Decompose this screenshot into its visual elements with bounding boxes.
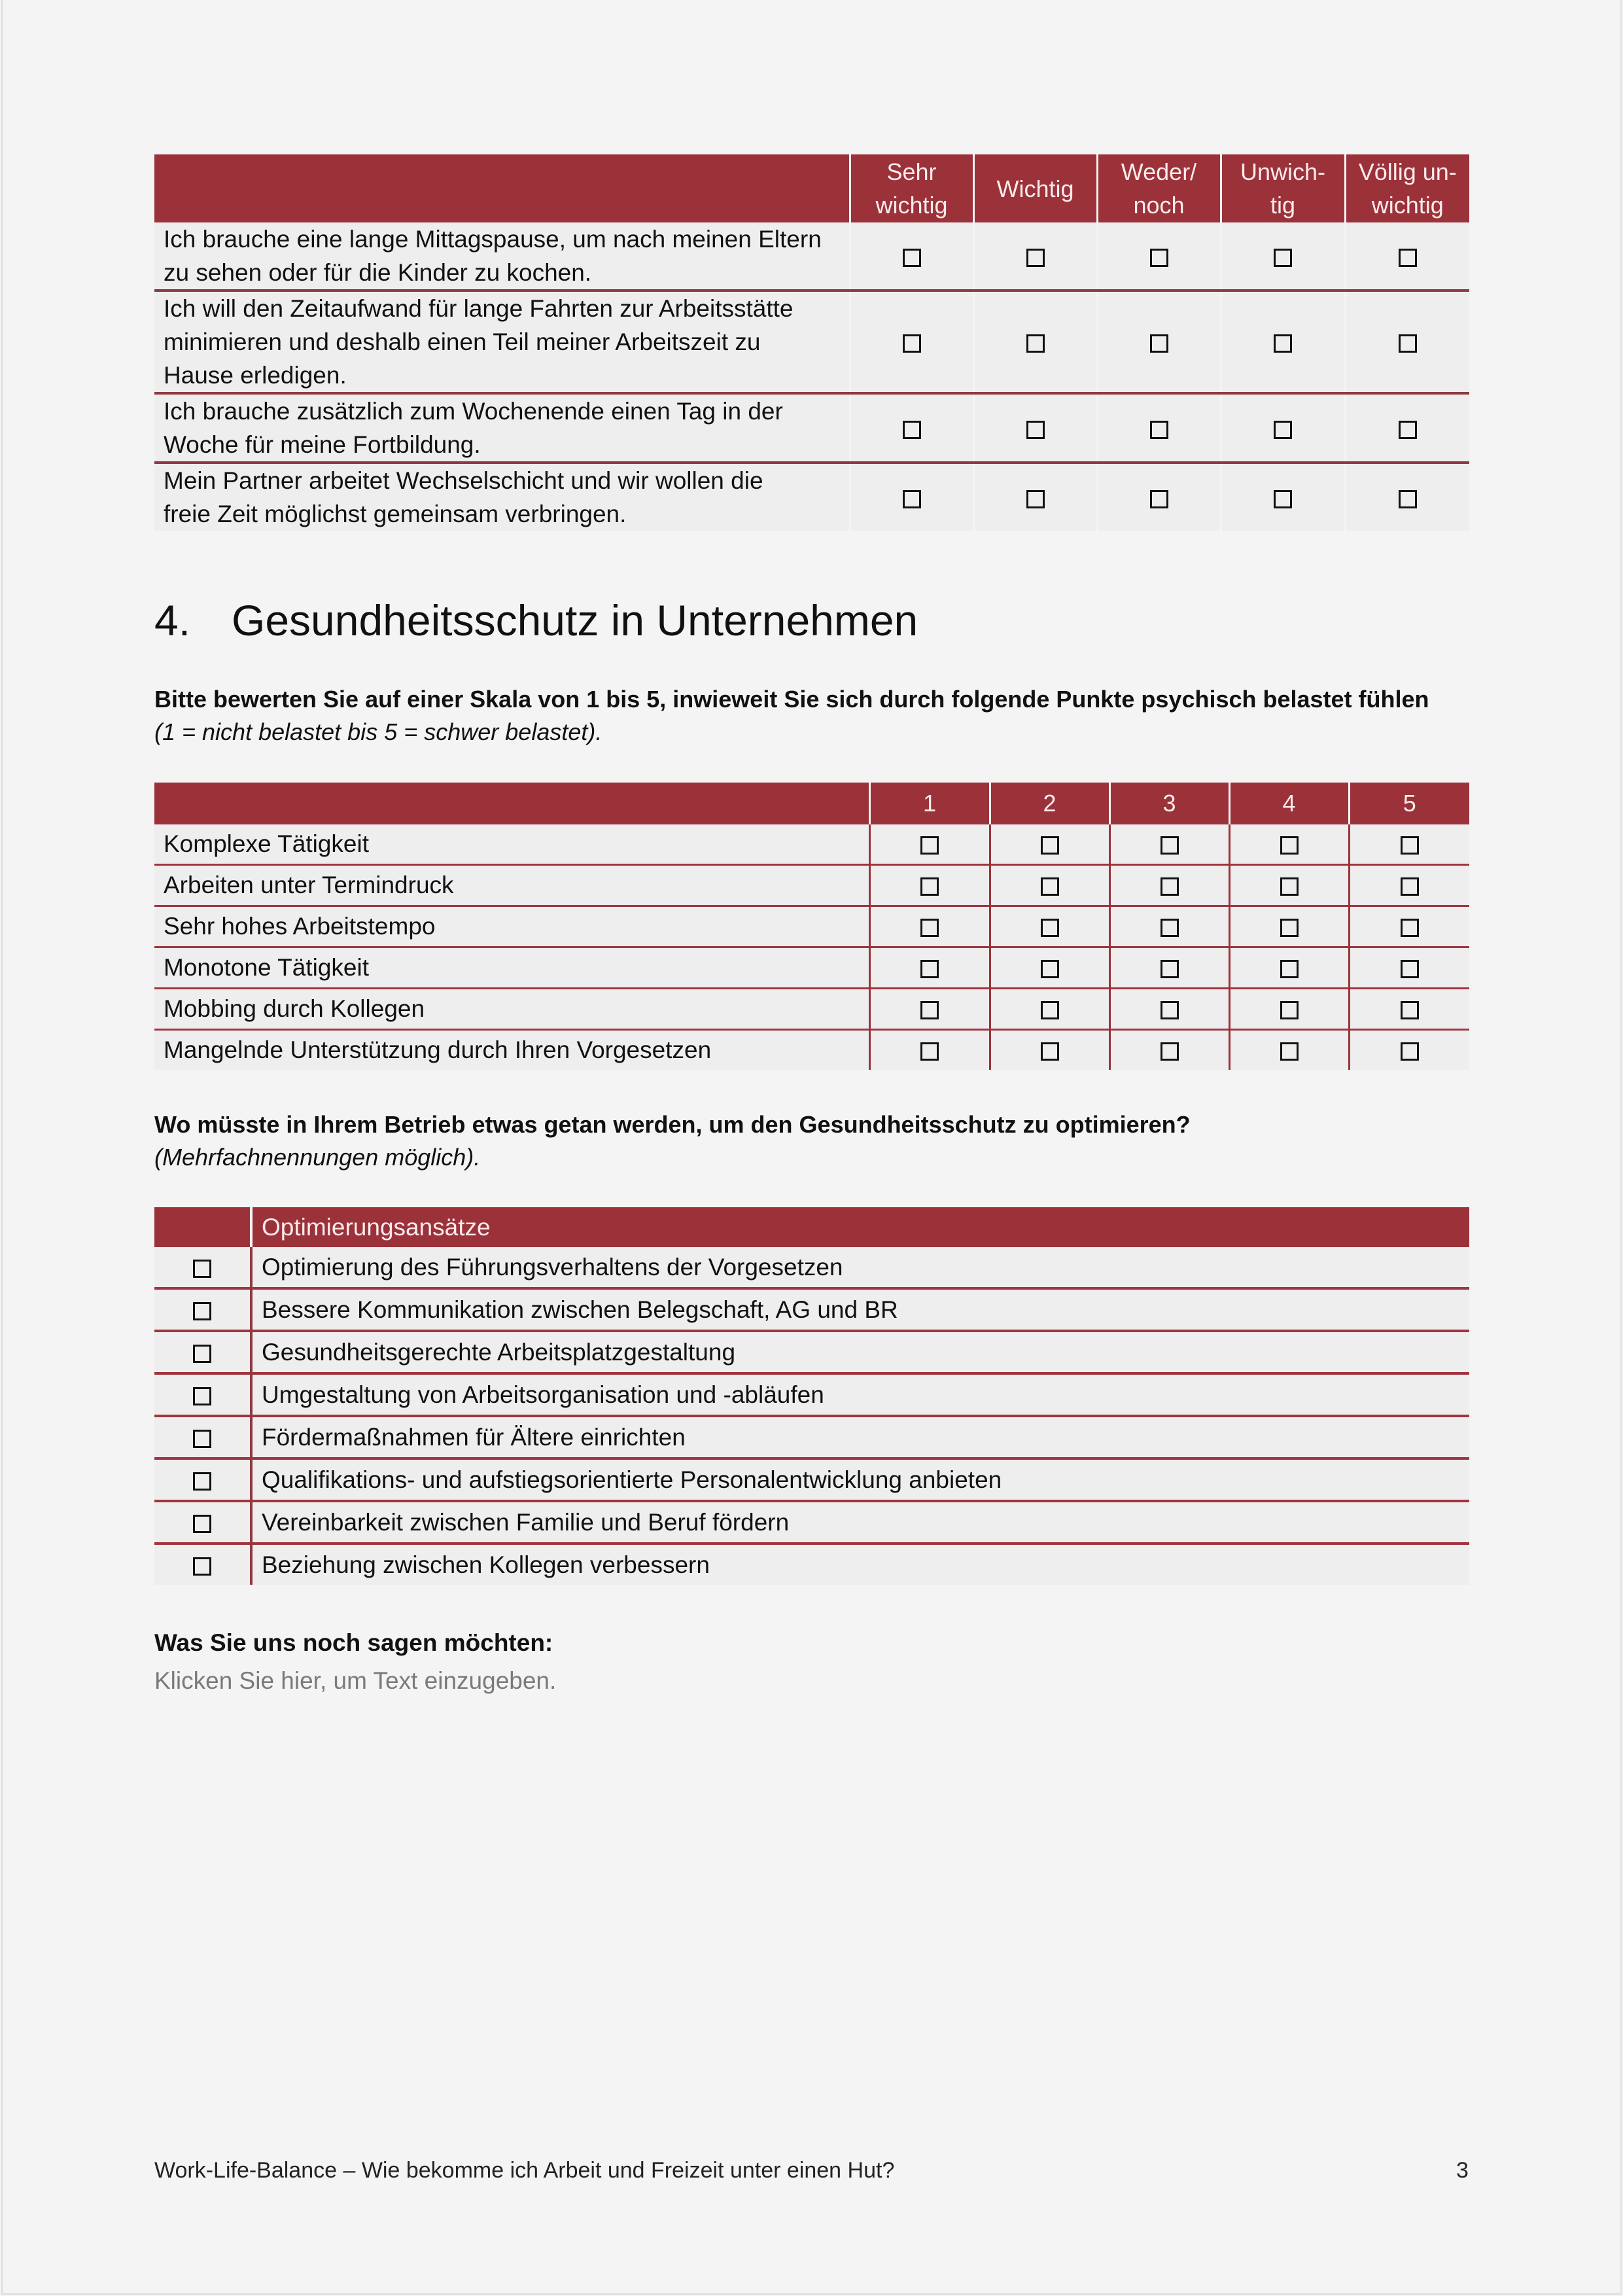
col-header-line: Völlig un- (1358, 158, 1457, 185)
cell (869, 989, 990, 1030)
col-header-3: 3 (1109, 783, 1229, 824)
table-row (154, 1501, 1469, 1544)
table-row (154, 393, 1469, 463)
item-label: Mangelnde Unterstützung durch Ihren Vorgesetzen (154, 1030, 869, 1070)
item-label: Monotone Tätigkeit (154, 947, 869, 989)
page-number: 3 (1456, 2158, 1469, 2183)
item-label: Sehr hohes Arbeitstempo (154, 906, 869, 947)
checkbox[interactable] (193, 1387, 211, 1405)
cell (1109, 824, 1229, 865)
checkbox[interactable] (1401, 1042, 1419, 1061)
stress-table-header (154, 783, 1469, 824)
item-label: Mobbing durch Kollegen (154, 989, 869, 1030)
checkbox[interactable] (1401, 1001, 1419, 1019)
cell (869, 947, 990, 989)
cell (1349, 989, 1469, 1030)
cell (990, 824, 1109, 865)
table-row (154, 1458, 1469, 1501)
cell (1345, 393, 1469, 463)
cell (1221, 291, 1345, 393)
cell (1349, 947, 1469, 989)
col-header-line: tig (1270, 192, 1296, 219)
cell (869, 906, 990, 947)
cell (154, 1288, 251, 1331)
checkbox[interactable] (1150, 490, 1168, 508)
question-line: Ich brauche zusätzlich zum Wochenende einen Tag in der (164, 398, 783, 425)
col-header-line: Weder/ (1121, 158, 1197, 185)
checkbox[interactable] (1274, 421, 1292, 439)
col-header-unwichtig (1221, 154, 1345, 222)
checkbox[interactable] (1280, 877, 1299, 896)
checkbox[interactable] (920, 877, 939, 896)
header-empty (154, 783, 869, 824)
cell (869, 1030, 990, 1070)
checkbox[interactable] (1399, 334, 1417, 353)
header-empty (154, 1207, 251, 1247)
cell (973, 291, 1097, 393)
cell (1097, 463, 1221, 531)
table-row (154, 947, 1469, 989)
cell (1109, 865, 1229, 906)
checkbox[interactable] (1280, 919, 1299, 937)
item-label: Arbeiten unter Termindruck (154, 865, 869, 906)
checkbox[interactable] (1041, 960, 1059, 978)
cell (850, 291, 973, 393)
stress-rating-table (154, 783, 1469, 1070)
question-text (154, 393, 850, 463)
checkbox[interactable] (193, 1515, 211, 1533)
cell (1349, 906, 1469, 947)
cell (869, 865, 990, 906)
cell (990, 1030, 1109, 1070)
cell (1229, 824, 1349, 865)
cell (1221, 393, 1345, 463)
cell (1229, 947, 1349, 989)
checkbox[interactable] (1041, 836, 1059, 855)
cell (1221, 463, 1345, 531)
checkbox[interactable] (193, 1472, 211, 1491)
table-row (154, 989, 1469, 1030)
item-label: Komplexe Tätigkeit (154, 824, 869, 865)
optimization-table (154, 1207, 1469, 1585)
checkbox[interactable] (1274, 334, 1292, 353)
checkbox[interactable] (1041, 919, 1059, 937)
col-header-voellig-unwichtig (1345, 154, 1469, 222)
option-label: Beziehung zwischen Kollegen verbessern (251, 1544, 1469, 1585)
comments-text-field[interactable]: Klicken Sie hier, um Text einzugeben. (154, 1667, 557, 1694)
checkbox[interactable] (1026, 334, 1045, 353)
question-line: Woche für meine Fortbildung. (164, 431, 481, 458)
question-line: minimieren und deshalb einen Teil meiner Arbeitszeit zu (164, 328, 761, 355)
checkbox[interactable] (193, 1430, 211, 1448)
option-label: Optimierung des Führungsverhaltens der Vorgesetzen (251, 1247, 1469, 1288)
cell (1109, 906, 1229, 947)
question-line: Mein Partner arbeitet Wechselschicht und wir wollen die (164, 467, 763, 494)
cell (1229, 989, 1349, 1030)
optimize-hint: (Mehrfachnennungen möglich). (154, 1144, 481, 1171)
table-row (154, 222, 1469, 291)
col-header-5: 5 (1349, 783, 1469, 824)
checkbox[interactable] (193, 1557, 211, 1576)
checkbox[interactable] (1280, 960, 1299, 978)
col-header-sehr-wichtig (850, 154, 973, 222)
cell (1345, 291, 1469, 393)
cell (154, 1331, 251, 1373)
checkbox[interactable] (920, 960, 939, 978)
table-row (154, 463, 1469, 531)
cell (154, 1247, 251, 1288)
cell (1229, 1030, 1349, 1070)
importance-table-header (154, 154, 1469, 222)
cell (1349, 824, 1469, 865)
cell (1349, 865, 1469, 906)
option-label: Qualifikations- und aufstiegsorientierte Personalentwicklung anbieten (251, 1458, 1469, 1501)
question-line: Ich brauche eine lange Mittagspause, um nach meinen Eltern (164, 226, 822, 253)
rating-question: Bitte bewerten Sie auf einer Skala von 1 bis 5, inwieweit Sie sich durch folgende Punkte psychisch belastet fühlen (154, 686, 1429, 713)
option-label: Gesundheitsgerechte Arbeitsplatzgestaltung (251, 1331, 1469, 1373)
checkbox[interactable] (1161, 836, 1179, 855)
cell (154, 1458, 251, 1501)
question-text (154, 463, 850, 531)
checkbox[interactable] (1161, 877, 1179, 896)
checkbox[interactable] (1161, 1001, 1179, 1019)
col-header-line: wichtig (1371, 192, 1444, 219)
rating-hint: (1 = nicht belastet bis 5 = schwer belastet). (154, 718, 602, 745)
checkbox[interactable] (1399, 421, 1417, 439)
question-text (154, 222, 850, 291)
cell (1109, 947, 1229, 989)
table-row (154, 1331, 1469, 1373)
col-header-line: Unwich- (1240, 158, 1326, 185)
cell (154, 1373, 251, 1416)
question-text (154, 291, 850, 393)
question-line: freie Zeit möglichst gemeinsam verbringen. (164, 501, 627, 527)
cell (1345, 222, 1469, 291)
checkbox[interactable] (920, 1001, 939, 1019)
footer-title: Work-Life-Balance – Wie bekomme ich Arbeit und Freizeit unter einen Hut? (154, 2158, 895, 2183)
cell (1349, 1030, 1469, 1070)
checkbox[interactable] (1161, 1042, 1179, 1061)
cell (154, 1416, 251, 1458)
checkbox[interactable] (1280, 1001, 1299, 1019)
table-row (154, 1288, 1469, 1331)
cell (990, 865, 1109, 906)
section-number: 4. (154, 596, 191, 645)
checkbox[interactable] (903, 421, 921, 439)
checkbox[interactable] (903, 490, 921, 508)
checkbox[interactable] (1280, 1042, 1299, 1061)
header-empty (154, 154, 850, 222)
option-label: Bessere Kommunikation zwischen Belegschaft, AG und BR (251, 1288, 1469, 1331)
checkbox[interactable] (193, 1302, 211, 1320)
optimize-question: Wo müsste in Ihrem Betrieb etwas getan werden, um den Gesundheitsschutz zu optimieren? (154, 1111, 1191, 1138)
checkbox[interactable] (920, 919, 939, 937)
col-header-line: wichtig (875, 192, 948, 219)
col-header-1: 1 (869, 783, 990, 824)
checkbox[interactable] (1401, 919, 1419, 937)
section-title: Gesundheitsschutz in Unternehmen (232, 596, 918, 645)
table-row (154, 1247, 1469, 1288)
checkbox[interactable] (1041, 1042, 1059, 1061)
checkbox[interactable] (193, 1260, 211, 1278)
checkbox[interactable] (1026, 490, 1045, 508)
cell (1109, 1030, 1229, 1070)
question-line: Ich will den Zeitaufwand für lange Fahrten zur Arbeitsstätte (164, 295, 794, 322)
cell (1229, 906, 1349, 947)
checkbox[interactable] (1026, 421, 1045, 439)
cell (990, 947, 1109, 989)
col-header-wichtig (973, 154, 1097, 222)
checkbox[interactable] (1161, 960, 1179, 978)
checkbox[interactable] (1399, 249, 1417, 267)
table-row (154, 1544, 1469, 1585)
cell (1221, 222, 1345, 291)
checkbox[interactable] (903, 334, 921, 353)
importance-table (154, 154, 1469, 531)
section-heading (154, 595, 918, 645)
col-header-line: Sehr (886, 158, 937, 185)
option-label: Fördermaßnahmen für Ältere einrichten (251, 1416, 1469, 1458)
cell (154, 1501, 251, 1544)
cell (1097, 222, 1221, 291)
checkbox[interactable] (1280, 836, 1299, 855)
cell (990, 906, 1109, 947)
col-header-line: Wichtig (996, 175, 1074, 202)
checkbox[interactable] (1161, 919, 1179, 937)
checkbox[interactable] (1150, 421, 1168, 439)
table-row (154, 906, 1469, 947)
checkbox[interactable] (1401, 836, 1419, 855)
checkbox[interactable] (1399, 490, 1417, 508)
option-label: Vereinbarkeit zwischen Familie und Beruf fördern (251, 1501, 1469, 1544)
cell (1097, 393, 1221, 463)
table-row (154, 1416, 1469, 1458)
optimization-table-header (154, 1207, 1469, 1247)
checkbox[interactable] (920, 1042, 939, 1061)
cell (850, 393, 973, 463)
col-header-4: 4 (1229, 783, 1349, 824)
checkbox[interactable] (903, 249, 921, 267)
cell (850, 222, 973, 291)
checkbox[interactable] (1274, 249, 1292, 267)
table-row (154, 865, 1469, 906)
table-row (154, 1030, 1469, 1070)
cell (869, 824, 990, 865)
question-line: zu sehen oder für die Kinder zu kochen. (164, 259, 592, 286)
checkbox[interactable] (1401, 877, 1419, 896)
col-header-2: 2 (990, 783, 1109, 824)
table-row (154, 824, 1469, 865)
col-header-line: noch (1133, 192, 1185, 219)
checkbox[interactable] (193, 1345, 211, 1363)
col-header-optimierungsansaetze: Optimierungsansätze (251, 1207, 1469, 1247)
cell (973, 463, 1097, 531)
cell (850, 463, 973, 531)
question-line: Hause erledigen. (164, 362, 347, 389)
checkbox[interactable] (1150, 334, 1168, 353)
col-header-weder-noch (1097, 154, 1221, 222)
cell (990, 989, 1109, 1030)
cell (1345, 463, 1469, 531)
checkbox[interactable] (920, 836, 939, 855)
checkbox[interactable] (1041, 877, 1059, 896)
table-row (154, 291, 1469, 393)
cell (973, 393, 1097, 463)
checkbox[interactable] (1274, 490, 1292, 508)
checkbox[interactable] (1150, 249, 1168, 267)
cell (973, 222, 1097, 291)
checkbox[interactable] (1026, 249, 1045, 267)
checkbox[interactable] (1041, 1001, 1059, 1019)
cell (154, 1544, 251, 1585)
cell (1109, 989, 1229, 1030)
option-label: Umgestaltung von Arbeitsorganisation und -abläufen (251, 1373, 1469, 1416)
table-row (154, 1373, 1469, 1416)
checkbox[interactable] (1401, 960, 1419, 978)
cell (1097, 291, 1221, 393)
comments-label: Was Sie uns noch sagen möchten: (154, 1629, 553, 1656)
cell (1229, 865, 1349, 906)
